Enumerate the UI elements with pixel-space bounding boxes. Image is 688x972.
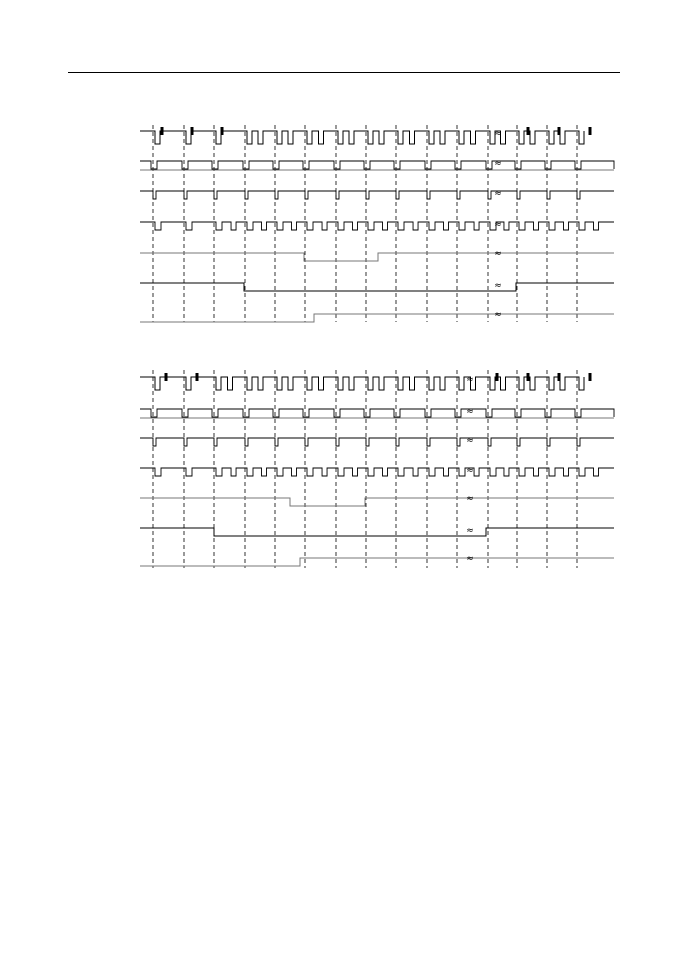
lower-panel-signal-4 bbox=[140, 468, 614, 476]
upper-panel-signal-1-marker-3 bbox=[527, 127, 530, 135]
upper-panel-break-1: ≈ bbox=[494, 159, 502, 169]
upper-panel-signal-1-marker-1 bbox=[191, 127, 194, 135]
upper-panel-break-6: ≈ bbox=[494, 310, 502, 320]
upper-panel-break-2: ≈ bbox=[494, 189, 502, 199]
lower-panel-break-3: ≈ bbox=[466, 466, 474, 476]
upper-panel-break-5: ≈ bbox=[494, 281, 502, 291]
lower-panel-signal-1-marker-1 bbox=[196, 373, 199, 381]
lower-panel-signal-5 bbox=[140, 498, 614, 506]
lower-panel-signal-1-marker-3 bbox=[527, 373, 530, 381]
lower-panel-signal-1-marker-5 bbox=[589, 373, 592, 381]
upper-panel-signal-1-marker-2 bbox=[221, 127, 224, 135]
upper-panel-break-3: ≈ bbox=[494, 220, 502, 230]
lower-panel-signal-6 bbox=[140, 528, 614, 536]
upper-panel-signal-2 bbox=[140, 161, 614, 169]
lower-panel-signal-7 bbox=[140, 558, 614, 566]
upper-panel-break-0: ≈ bbox=[494, 129, 502, 139]
lower-panel-break-5: ≈ bbox=[466, 526, 474, 536]
upper-panel-break-4: ≈ bbox=[494, 249, 502, 259]
lower-panel-signal-1-marker-2 bbox=[496, 373, 499, 381]
upper-panel-signal-7 bbox=[140, 314, 614, 322]
upper-panel-signal-1-marker-4 bbox=[558, 127, 561, 135]
upper-panel-signal-4 bbox=[140, 222, 614, 230]
lower-panel-signal-1-marker-0 bbox=[165, 373, 168, 381]
upper-panel-signal-1-marker-0 bbox=[161, 127, 164, 135]
upper-panel-signal-1-marker-5 bbox=[589, 127, 592, 135]
upper-panel-signal-5 bbox=[140, 253, 614, 261]
upper-panel-signal-1 bbox=[140, 131, 584, 144]
lower-panel-break-2: ≈ bbox=[466, 436, 474, 446]
lower-panel-break-0: ≈ bbox=[466, 375, 474, 385]
lower-panel-signal-3 bbox=[140, 438, 614, 446]
upper-panel-signal-6 bbox=[140, 283, 614, 291]
lower-panel-signal-1 bbox=[140, 377, 584, 390]
upper-panel-signal-3 bbox=[140, 191, 614, 199]
lower-panel-signal-1-marker-4 bbox=[558, 373, 561, 381]
lower-panel-break-1: ≈ bbox=[466, 407, 474, 417]
lower-panel-break-6: ≈ bbox=[466, 554, 474, 564]
lower-panel-signal-2 bbox=[140, 409, 614, 417]
lower-panel-break-4: ≈ bbox=[466, 494, 474, 504]
